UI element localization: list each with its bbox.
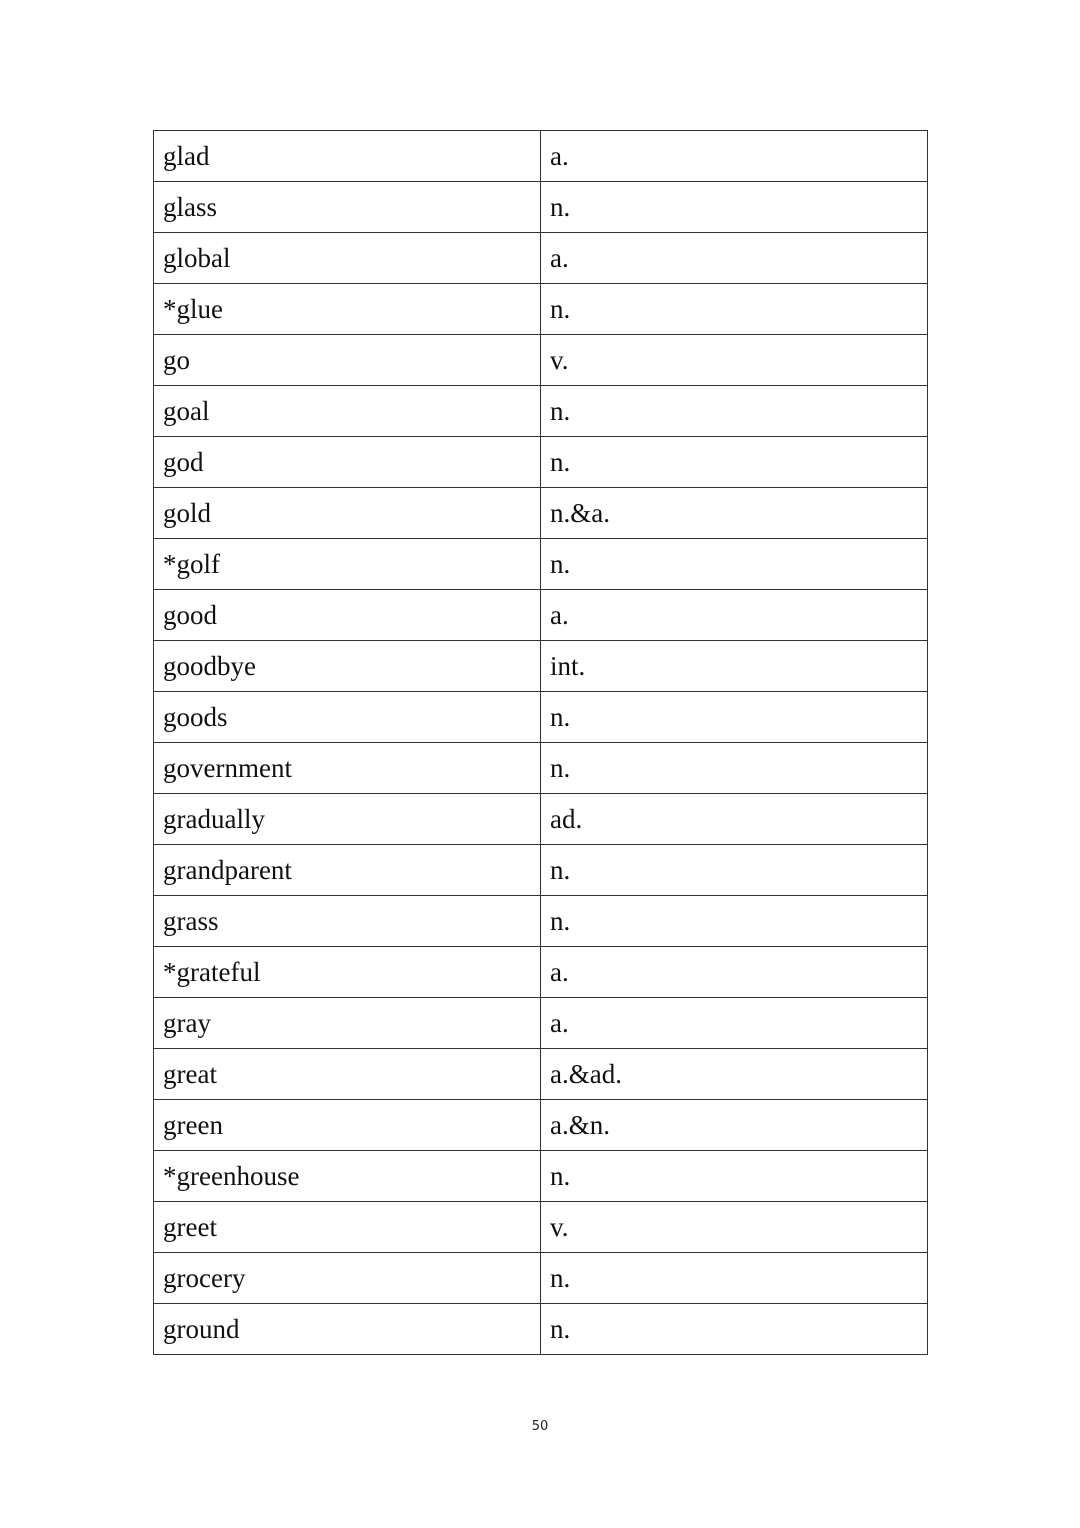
part-of-speech-cell: int. (541, 641, 928, 692)
part-of-speech-cell: n. (541, 1253, 928, 1304)
word-cell: greet (154, 1202, 541, 1253)
table-row (154, 896, 928, 947)
part-of-speech-cell: a. (541, 590, 928, 641)
table-row (154, 641, 928, 692)
word-cell: grass (154, 896, 541, 947)
part-of-speech-cell: n. (541, 743, 928, 794)
table-row (154, 131, 928, 182)
part-of-speech-cell: n. (541, 284, 928, 335)
table-row (154, 1304, 928, 1355)
part-of-speech-cell: v. (541, 1202, 928, 1253)
table-row (154, 1100, 928, 1151)
table-row (154, 590, 928, 641)
table-row (154, 743, 928, 794)
table-row (154, 1253, 928, 1304)
table-row (154, 284, 928, 335)
table-row (154, 233, 928, 284)
word-cell: *greenhouse (154, 1151, 541, 1202)
word-cell: grocery (154, 1253, 541, 1304)
word-cell: glad (154, 131, 541, 182)
part-of-speech-cell: a. (541, 998, 928, 1049)
word-cell: gold (154, 488, 541, 539)
part-of-speech-cell: n.&a. (541, 488, 928, 539)
word-cell: goodbye (154, 641, 541, 692)
part-of-speech-cell: n. (541, 182, 928, 233)
vocabulary-table (153, 130, 928, 1355)
word-cell: government (154, 743, 541, 794)
part-of-speech-cell: a. (541, 233, 928, 284)
part-of-speech-cell: a. (541, 947, 928, 998)
table-row (154, 437, 928, 488)
page-number: 50 (531, 1419, 549, 1434)
part-of-speech-cell: n. (541, 896, 928, 947)
table-row (154, 1202, 928, 1253)
part-of-speech-cell: n. (541, 437, 928, 488)
word-cell: glass (154, 182, 541, 233)
part-of-speech-cell: a. (541, 131, 928, 182)
table-row (154, 386, 928, 437)
table-row (154, 1049, 928, 1100)
table-row (154, 539, 928, 590)
table-row (154, 998, 928, 1049)
table-row (154, 845, 928, 896)
part-of-speech-cell: n. (541, 1304, 928, 1355)
table-row (154, 1151, 928, 1202)
word-cell: green (154, 1100, 541, 1151)
word-cell: great (154, 1049, 541, 1100)
part-of-speech-cell: a.&ad. (541, 1049, 928, 1100)
table-row (154, 335, 928, 386)
table-row (154, 794, 928, 845)
part-of-speech-cell: n. (541, 386, 928, 437)
word-cell: *glue (154, 284, 541, 335)
word-cell: global (154, 233, 541, 284)
word-cell: god (154, 437, 541, 488)
table-row (154, 488, 928, 539)
table-row (154, 182, 928, 233)
word-cell: grandparent (154, 845, 541, 896)
part-of-speech-cell: a.&n. (541, 1100, 928, 1151)
part-of-speech-cell: n. (541, 692, 928, 743)
part-of-speech-cell: n. (541, 845, 928, 896)
part-of-speech-cell: n. (541, 1151, 928, 1202)
word-cell: goal (154, 386, 541, 437)
word-cell: *golf (154, 539, 541, 590)
word-cell: goods (154, 692, 541, 743)
word-cell: good (154, 590, 541, 641)
word-cell: go (154, 335, 541, 386)
word-cell: *grateful (154, 947, 541, 998)
word-cell: gradually (154, 794, 541, 845)
table-row (154, 692, 928, 743)
word-cell: ground (154, 1304, 541, 1355)
table-row (154, 947, 928, 998)
part-of-speech-cell: ad. (541, 794, 928, 845)
word-cell: gray (154, 998, 541, 1049)
part-of-speech-cell: v. (541, 335, 928, 386)
part-of-speech-cell: n. (541, 539, 928, 590)
